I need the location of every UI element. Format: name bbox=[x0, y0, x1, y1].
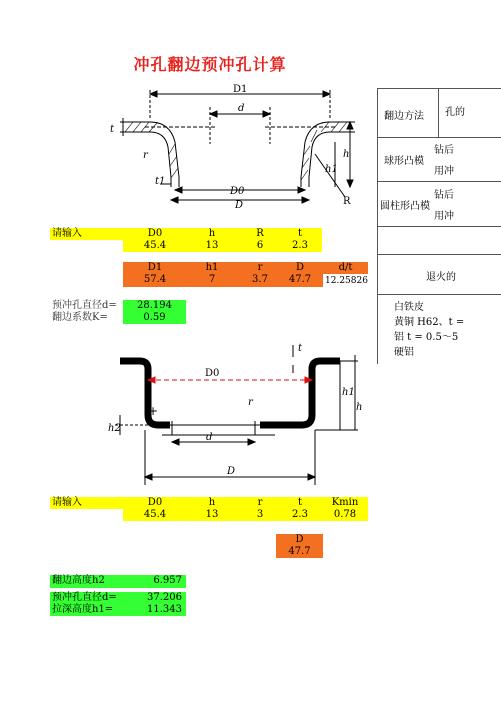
table1-header-D0: D0 bbox=[147, 228, 163, 239]
label2-h1: h1 bbox=[342, 387, 355, 398]
calc-header-D1: D1 bbox=[147, 262, 163, 273]
input-h[interactable]: 13 bbox=[205, 240, 219, 251]
table2-header-t: t bbox=[297, 497, 303, 508]
label-h: h bbox=[343, 149, 350, 160]
table2-input-label: 请输入 bbox=[52, 497, 82, 508]
result2-d-row bbox=[50, 592, 186, 604]
result2-value-d: 37.206 bbox=[147, 592, 182, 603]
calc-D1: 57.4 bbox=[143, 274, 167, 285]
result1-value-d: 28.194 bbox=[137, 300, 172, 311]
table1-header-t: t bbox=[297, 228, 303, 239]
input-t[interactable]: 2.3 bbox=[292, 240, 308, 251]
result2-value-h1: 11.343 bbox=[147, 604, 182, 615]
calc-r: 3.7 bbox=[252, 274, 268, 285]
rt-material-aluminum: 铝 t = 0.5～5 bbox=[394, 332, 459, 343]
label-R: R bbox=[343, 196, 351, 207]
table2-header-D0: D0 bbox=[147, 497, 163, 508]
rt-materials bbox=[376, 300, 464, 360]
calc2-header-D: D bbox=[295, 534, 304, 545]
input2-D0[interactable]: 45.4 bbox=[143, 509, 167, 520]
result1-value-d-cell bbox=[123, 300, 186, 312]
input2-t[interactable]: 2.3 bbox=[292, 509, 308, 520]
label2-D0: D0 bbox=[205, 368, 220, 379]
input-R[interactable]: 6 bbox=[256, 240, 264, 251]
rt-cyl-line1: 钻后 bbox=[434, 190, 454, 201]
rt-row-ball bbox=[378, 136, 501, 182]
rt-cyl-line2: 用冲 bbox=[434, 211, 454, 222]
calc-D: 47.7 bbox=[288, 274, 312, 285]
label-t: t bbox=[110, 124, 115, 135]
table1-header-h: h bbox=[208, 228, 216, 239]
table2-header-h: h bbox=[208, 497, 216, 508]
result1-label-k: 翻边系数K= bbox=[52, 312, 108, 323]
label2-h2: h2 bbox=[108, 423, 121, 434]
calc-header-h1: h1 bbox=[205, 262, 219, 273]
result1-label-d: 预冲孔直径d= bbox=[52, 300, 117, 311]
table2-calc-D bbox=[276, 534, 323, 558]
rt-material-tinplate: 白铁皮 bbox=[394, 302, 424, 313]
label2-d: d bbox=[206, 432, 213, 443]
label-d: d bbox=[238, 103, 245, 114]
result1-value-k-cell bbox=[123, 312, 186, 324]
rt-row-annealed bbox=[378, 254, 501, 295]
label2-t: t bbox=[298, 343, 303, 354]
rt-header-hole: 孔的 bbox=[438, 89, 465, 137]
page-title: 冲孔翻边预冲孔计算 bbox=[133, 55, 287, 74]
table1-input-label: 请输入 bbox=[52, 228, 82, 239]
rt-row-blank bbox=[378, 226, 501, 255]
result2-label-d: 预冲孔直径d= bbox=[52, 592, 117, 603]
result2-h1-row bbox=[50, 604, 186, 616]
input2-r[interactable]: 3 bbox=[256, 509, 264, 520]
result2-label-h1: 拉深高度h1= bbox=[52, 604, 114, 615]
rt-row-cylinder bbox=[378, 181, 501, 227]
calc-dt: 12.25826 bbox=[325, 276, 368, 286]
result2-value-h2: 6.957 bbox=[153, 575, 182, 586]
table2-header-r: r bbox=[257, 497, 263, 508]
input2-kmin[interactable]: 0.78 bbox=[333, 509, 357, 520]
rt-ball-line1: 钻后 bbox=[434, 145, 454, 156]
label2-h: h bbox=[356, 402, 363, 413]
calc-header-dt: d/t bbox=[338, 262, 353, 273]
label-h1: h1 bbox=[325, 164, 338, 175]
table1-header-R: R bbox=[256, 228, 264, 239]
calc-h1: 7 bbox=[208, 274, 216, 285]
flange-diagram-2 bbox=[100, 335, 363, 495]
label-D1: D1 bbox=[233, 84, 248, 95]
calc-header-r: r bbox=[257, 262, 263, 273]
label-D0: D0 bbox=[230, 186, 245, 197]
label-t1: t1 bbox=[155, 176, 166, 187]
calc2-D: 47.7 bbox=[288, 546, 311, 557]
result1-value-k: 0.59 bbox=[143, 312, 166, 323]
flange-diagram-1 bbox=[105, 82, 365, 212]
result2-h2-row bbox=[50, 575, 186, 588]
table1-input-values[interactable] bbox=[123, 240, 322, 252]
table1-calc-values-row bbox=[123, 274, 323, 287]
label2-r: r bbox=[248, 397, 253, 408]
label-r: r bbox=[143, 150, 148, 161]
rt-material-brass: 黄铜 H62、t = bbox=[394, 317, 465, 328]
rt-ball-name: 球形凸模 bbox=[384, 156, 424, 167]
table2-header-row bbox=[50, 497, 368, 509]
label2-D: D bbox=[227, 466, 236, 477]
input-D0[interactable]: 45.4 bbox=[143, 240, 167, 251]
rt-header-row bbox=[378, 88, 501, 138]
rt-ball-line2: 用冲 bbox=[434, 166, 454, 177]
rt-material-duralumin: 硬铝 bbox=[394, 347, 414, 358]
rt-header-method: 翻边方法 bbox=[384, 111, 424, 122]
rt-annealed: 退火的 bbox=[426, 272, 456, 283]
flanging-reference-table bbox=[377, 88, 501, 364]
table1-calc-header-row bbox=[123, 262, 368, 274]
label-D: D bbox=[235, 200, 244, 211]
input2-h[interactable]: 13 bbox=[205, 509, 219, 520]
result2-label-h2: 翻边高度h2 bbox=[52, 575, 105, 586]
table2-header-kmin: Kmin bbox=[331, 497, 359, 508]
calc-header-D: D bbox=[295, 262, 305, 273]
table1-header-row bbox=[50, 228, 322, 240]
rt-cyl-name: 圆柱形凸模 bbox=[380, 201, 430, 212]
table2-input-values[interactable] bbox=[123, 509, 368, 521]
label2-plus: + bbox=[148, 404, 159, 418]
